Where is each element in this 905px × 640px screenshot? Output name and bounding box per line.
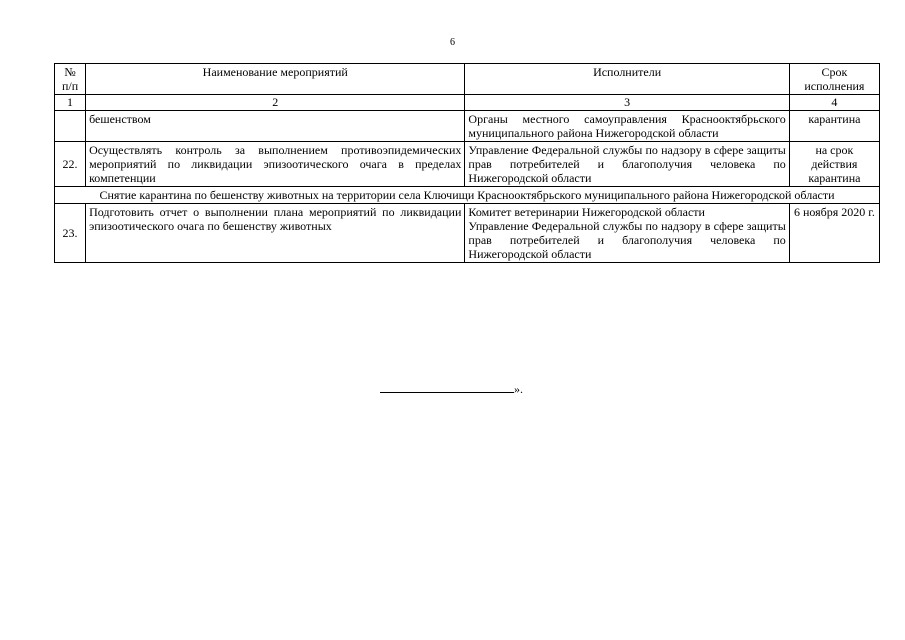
closing-mark: ».: [514, 382, 523, 396]
header-term: Срок исполнения: [789, 64, 879, 95]
row-executors: [465, 204, 789, 263]
row-term: карантина: [789, 111, 879, 142]
row-num: [55, 111, 86, 142]
row-num: 22.: [55, 142, 86, 187]
table-row: [55, 204, 880, 263]
column-index: 1: [55, 95, 86, 111]
table-row: [55, 142, 880, 187]
table-row: [55, 111, 880, 142]
row-name: Осуществлять контроль за выполнением противоэпидемических мероприятий по ликвидации эпизоотического очага в пределах компетенции: [86, 142, 465, 187]
header-executors: Исполнители: [465, 64, 789, 95]
row-executors: Органы местного самоуправления Краснооктябрьского муниципального района Нижегородской области: [465, 111, 789, 142]
row-num: 23.: [55, 204, 86, 263]
column-index: 2: [86, 95, 465, 111]
closing-line: [380, 381, 523, 397]
header-name: Наименование мероприятий: [86, 64, 465, 95]
measures-table: [54, 63, 880, 263]
section-title: Снятие карантина по бешенству животных на территории села Ключищи Краснооктябрьского муниципального района Нижегородской области: [55, 187, 880, 204]
column-index: 4: [789, 95, 879, 111]
row-name: бешенством: [86, 111, 465, 142]
column-index-row: [55, 95, 880, 111]
executor-line: Управление Федеральной службы по надзору в сфере защиты прав потребителей и благополучия человека по Нижегородской области: [468, 219, 786, 261]
header-num: № п/п: [55, 64, 86, 95]
row-name: Подготовить отчет о выполнении плана мероприятий по ликвидации эпизоотического очага по бешенству животных: [86, 204, 465, 263]
row-term: на срок действия карантина: [789, 142, 879, 187]
table-header-row: [55, 64, 880, 95]
underscore-line: [380, 381, 514, 393]
row-executors: Управление Федеральной службы по надзору в сфере защиты прав потребителей и благополучия человека по Нижегородской области: [465, 142, 789, 187]
column-index: 3: [465, 95, 789, 111]
executor-line: Комитет ветеринарии Нижегородской области: [468, 205, 705, 219]
page-number: 6: [450, 37, 455, 48]
section-header-row: [55, 187, 880, 204]
row-term: 6 ноября 2020 г.: [789, 204, 879, 263]
